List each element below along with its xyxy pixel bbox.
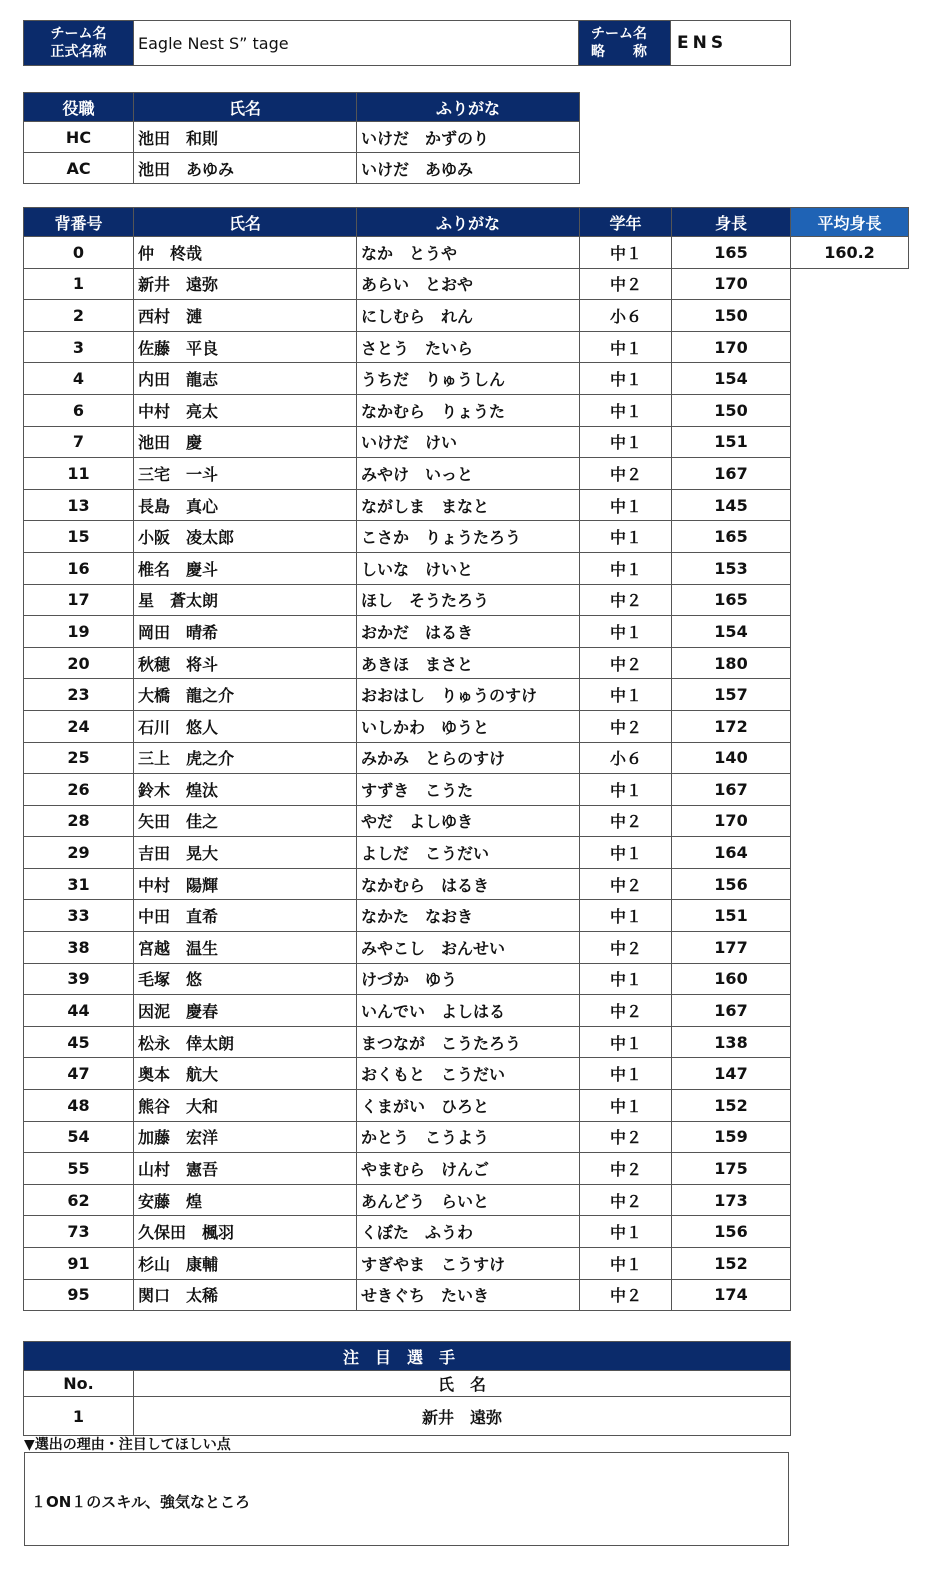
- players-header-name: 氏名: [134, 208, 357, 237]
- player-height: 138: [672, 1026, 791, 1058]
- player-furigana: すぎやま こうすけ: [357, 1248, 580, 1280]
- player-furigana: にしむら れん: [357, 300, 580, 332]
- staff-header-role: 役職: [24, 93, 134, 122]
- empty-cell: [791, 710, 909, 742]
- featured-title: 注目選手: [24, 1342, 791, 1371]
- player-grade: 中１: [580, 1058, 672, 1090]
- player-row: [24, 995, 909, 1027]
- player-grade: 中２: [580, 805, 672, 837]
- empty-cell: [791, 394, 909, 426]
- player-grade: 中１: [580, 616, 672, 648]
- team-name-table: [23, 20, 791, 66]
- player-number: 16: [24, 552, 134, 584]
- reason-label: ▼選出の理由・注目してほしい点: [24, 1437, 231, 1453]
- player-row: [24, 679, 909, 711]
- player-number: 19: [24, 616, 134, 648]
- player-furigana: あんどう らいと: [357, 1184, 580, 1216]
- player-name: 熊谷 大和: [134, 1090, 357, 1122]
- players-header-height: 身長: [672, 208, 791, 237]
- player-grade: 中２: [580, 268, 672, 300]
- empty-cell: [791, 1184, 909, 1216]
- player-row: [24, 1090, 909, 1122]
- player-furigana: なか とうや: [357, 237, 580, 269]
- reason-text: １ON１のスキル、強気なところ: [31, 1493, 250, 1511]
- player-furigana: みやけ いっと: [357, 458, 580, 490]
- player-height: 156: [672, 868, 791, 900]
- player-name: 池田 慶: [134, 426, 357, 458]
- player-number: 2: [24, 300, 134, 332]
- player-number: 73: [24, 1216, 134, 1248]
- empty-cell: [791, 837, 909, 869]
- player-height: 170: [672, 805, 791, 837]
- player-furigana: なかむら りょうた: [357, 394, 580, 426]
- abbr-name-value: ENS: [671, 21, 791, 66]
- player-name: 佐藤 平良: [134, 331, 357, 363]
- player-row: [24, 268, 909, 300]
- empty-cell: [791, 1279, 909, 1311]
- player-grade: 中２: [580, 1279, 672, 1311]
- player-row: [24, 521, 909, 553]
- player-grade: 小６: [580, 742, 672, 774]
- empty-cell: [791, 584, 909, 616]
- player-number: 6: [24, 394, 134, 426]
- player-number: 3: [24, 331, 134, 363]
- player-furigana: こさか りょうたろう: [357, 521, 580, 553]
- player-name: 岡田 晴希: [134, 616, 357, 648]
- player-number: 24: [24, 710, 134, 742]
- player-furigana: かとう こうよう: [357, 1121, 580, 1153]
- player-row: [24, 932, 909, 964]
- player-number: 38: [24, 932, 134, 964]
- empty-cell: [791, 331, 909, 363]
- featured-player-table: [23, 1341, 791, 1436]
- staff-furigana: いけだ あゆみ: [357, 153, 580, 184]
- player-grade: 中２: [580, 1184, 672, 1216]
- player-furigana: まつなが こうたろう: [357, 1026, 580, 1058]
- player-name: 久保田 楓羽: [134, 1216, 357, 1248]
- player-number: 29: [24, 837, 134, 869]
- player-number: 55: [24, 1153, 134, 1185]
- player-grade: 中１: [580, 900, 672, 932]
- player-height: 165: [672, 521, 791, 553]
- player-grade: 中１: [580, 1248, 672, 1280]
- empty-cell: [791, 489, 909, 521]
- staff-row: [24, 122, 580, 153]
- player-height: 167: [672, 458, 791, 490]
- player-height: 165: [672, 584, 791, 616]
- player-grade: 中１: [580, 679, 672, 711]
- player-name: 毛塚 悠: [134, 963, 357, 995]
- player-height: 174: [672, 1279, 791, 1311]
- player-height: 154: [672, 363, 791, 395]
- staff-header-furigana: ふりがな: [357, 93, 580, 122]
- player-height: 167: [672, 995, 791, 1027]
- player-height: 160: [672, 963, 791, 995]
- player-grade: 中１: [580, 963, 672, 995]
- player-height: 151: [672, 900, 791, 932]
- empty-cell: [791, 1058, 909, 1090]
- player-row: [24, 1121, 909, 1153]
- empty-cell: [791, 616, 909, 648]
- empty-cell: [791, 1026, 909, 1058]
- player-name: 仲 柊哉: [134, 237, 357, 269]
- featured-name-value: 新井 遠弥: [134, 1397, 791, 1436]
- empty-cell: [791, 900, 909, 932]
- player-name: 因泥 慶春: [134, 995, 357, 1027]
- staff-rows: [24, 122, 580, 184]
- empty-cell: [791, 1248, 909, 1280]
- player-furigana: やまむら けんご: [357, 1153, 580, 1185]
- player-height: 172: [672, 710, 791, 742]
- player-grade: 中２: [580, 995, 672, 1027]
- player-name: 長島 真心: [134, 489, 357, 521]
- avg-height-value: 160.2: [791, 237, 909, 269]
- player-number: 33: [24, 900, 134, 932]
- player-row: [24, 710, 909, 742]
- player-height: 152: [672, 1248, 791, 1280]
- player-number: 48: [24, 1090, 134, 1122]
- player-grade: 中１: [580, 394, 672, 426]
- player-row: [24, 331, 909, 363]
- player-row: [24, 584, 909, 616]
- player-height: 170: [672, 331, 791, 363]
- player-height: 150: [672, 394, 791, 426]
- empty-cell: [791, 521, 909, 553]
- player-row: [24, 900, 909, 932]
- player-name: 椎名 慶斗: [134, 552, 357, 584]
- player-height: 170: [672, 268, 791, 300]
- empty-cell: [791, 995, 909, 1027]
- player-height: 150: [672, 300, 791, 332]
- players-header-furigana: ふりがな: [357, 208, 580, 237]
- empty-cell: [791, 458, 909, 490]
- player-row: [24, 647, 909, 679]
- empty-cell: [791, 1153, 909, 1185]
- player-row: [24, 963, 909, 995]
- player-number: 39: [24, 963, 134, 995]
- empty-cell: [791, 1090, 909, 1122]
- player-grade: 中２: [580, 584, 672, 616]
- player-height: 175: [672, 1153, 791, 1185]
- player-row: [24, 774, 909, 806]
- player-height: 180: [672, 647, 791, 679]
- player-grade: 中１: [580, 331, 672, 363]
- player-row: [24, 1026, 909, 1058]
- staff-name: 池田 あゆみ: [134, 153, 357, 184]
- featured-no-value: 1: [24, 1397, 134, 1436]
- empty-cell: [791, 963, 909, 995]
- staff-row: [24, 153, 580, 184]
- player-grade: 小６: [580, 300, 672, 332]
- player-grade: 中２: [580, 1153, 672, 1185]
- player-grade: 中１: [580, 552, 672, 584]
- player-name: 奥本 航大: [134, 1058, 357, 1090]
- empty-cell: [791, 647, 909, 679]
- player-height: 154: [672, 616, 791, 648]
- player-number: 26: [24, 774, 134, 806]
- player-number: 4: [24, 363, 134, 395]
- player-row: [24, 616, 909, 648]
- avg-height-label: 平均身長: [791, 208, 909, 237]
- player-number: 13: [24, 489, 134, 521]
- player-furigana: くまがい ひろと: [357, 1090, 580, 1122]
- player-row: [24, 868, 909, 900]
- player-name: 中村 陽輝: [134, 868, 357, 900]
- player-height: 167: [672, 774, 791, 806]
- player-name: 大橋 龍之介: [134, 679, 357, 711]
- player-grade: 中２: [580, 458, 672, 490]
- staff-name: 池田 和則: [134, 122, 357, 153]
- player-number: 47: [24, 1058, 134, 1090]
- player-furigana: おかだ はるき: [357, 616, 580, 648]
- player-furigana: うちだ りゅうしん: [357, 363, 580, 395]
- player-height: 153: [672, 552, 791, 584]
- empty-cell: [791, 268, 909, 300]
- player-name: 宮越 温生: [134, 932, 357, 964]
- empty-cell: [791, 1121, 909, 1153]
- player-height: 165: [672, 237, 791, 269]
- empty-cell: [791, 932, 909, 964]
- player-number: 1: [24, 268, 134, 300]
- empty-cell: [791, 805, 909, 837]
- player-name: 山村 憲吾: [134, 1153, 357, 1185]
- player-grade: 中１: [580, 489, 672, 521]
- empty-cell: [791, 679, 909, 711]
- player-name: 新井 遠弥: [134, 268, 357, 300]
- staff-table: [23, 92, 580, 184]
- official-name-label: [24, 21, 134, 66]
- player-furigana: やだ よしゆき: [357, 805, 580, 837]
- player-number: 62: [24, 1184, 134, 1216]
- player-name: 星 蒼太朗: [134, 584, 357, 616]
- player-name: 加藤 宏洋: [134, 1121, 357, 1153]
- player-row: [24, 1058, 909, 1090]
- player-furigana: ほし そうたろう: [357, 584, 580, 616]
- player-name: 中田 直希: [134, 900, 357, 932]
- player-row: [24, 237, 909, 269]
- players-header-grade: 学年: [580, 208, 672, 237]
- player-name: 内田 龍志: [134, 363, 357, 395]
- player-grade: 中１: [580, 837, 672, 869]
- player-row: [24, 458, 909, 490]
- empty-cell: [791, 1216, 909, 1248]
- staff-header-name: 氏名: [134, 93, 357, 122]
- player-height: 173: [672, 1184, 791, 1216]
- player-name: 秋穂 将斗: [134, 647, 357, 679]
- player-furigana: なかむら はるき: [357, 868, 580, 900]
- player-furigana: いしかわ ゆうと: [357, 710, 580, 742]
- player-number: 54: [24, 1121, 134, 1153]
- player-number: 95: [24, 1279, 134, 1311]
- player-height: 145: [672, 489, 791, 521]
- player-number: 0: [24, 237, 134, 269]
- abbr-name-label: [579, 21, 671, 66]
- player-name: 吉田 晃大: [134, 837, 357, 869]
- player-row: [24, 426, 909, 458]
- player-rows: [24, 237, 909, 1311]
- empty-cell: [791, 868, 909, 900]
- abbr-name-label-line2: 略 称: [591, 44, 647, 60]
- player-name: 石川 悠人: [134, 710, 357, 742]
- official-name-label-line2: 正式名称: [50, 44, 107, 60]
- player-number: 31: [24, 868, 134, 900]
- player-furigana: おくもと こうだい: [357, 1058, 580, 1090]
- player-height: 147: [672, 1058, 791, 1090]
- player-height: 152: [672, 1090, 791, 1122]
- player-furigana: しいな けいと: [357, 552, 580, 584]
- player-furigana: みかみ とらのすけ: [357, 742, 580, 774]
- player-name: 矢田 佳之: [134, 805, 357, 837]
- player-grade: 中１: [580, 1090, 672, 1122]
- player-grade: 中１: [580, 426, 672, 458]
- player-row: [24, 1216, 909, 1248]
- player-furigana: いけだ けい: [357, 426, 580, 458]
- player-number: 25: [24, 742, 134, 774]
- featured-name-label: 氏 名: [134, 1371, 791, 1397]
- player-number: 28: [24, 805, 134, 837]
- player-furigana: いんでい よしはる: [357, 995, 580, 1027]
- player-row: [24, 394, 909, 426]
- player-row: [24, 805, 909, 837]
- player-row: [24, 1184, 909, 1216]
- empty-cell: [791, 552, 909, 584]
- player-row: [24, 837, 909, 869]
- player-grade: 中２: [580, 932, 672, 964]
- empty-cell: [791, 363, 909, 395]
- player-number: 20: [24, 647, 134, 679]
- player-grade: 中１: [580, 774, 672, 806]
- player-row: [24, 300, 909, 332]
- player-name: 杉山 康輔: [134, 1248, 357, 1280]
- empty-cell: [791, 774, 909, 806]
- player-row: [24, 363, 909, 395]
- player-number: 91: [24, 1248, 134, 1280]
- player-row: [24, 489, 909, 521]
- player-grade: 中１: [580, 363, 672, 395]
- player-name: 三宅 一斗: [134, 458, 357, 490]
- player-number: 23: [24, 679, 134, 711]
- player-grade: 中２: [580, 647, 672, 679]
- player-grade: 中１: [580, 237, 672, 269]
- player-furigana: あきほ まさと: [357, 647, 580, 679]
- player-furigana: けづか ゆう: [357, 963, 580, 995]
- player-row: [24, 742, 909, 774]
- official-name-value: Eagle Nest S” tage: [134, 21, 579, 66]
- player-grade: 中２: [580, 1121, 672, 1153]
- empty-cell: [791, 426, 909, 458]
- player-number: 7: [24, 426, 134, 458]
- player-grade: 中１: [580, 521, 672, 553]
- player-name: 小阪 凌太郎: [134, 521, 357, 553]
- empty-cell: [791, 742, 909, 774]
- player-height: 157: [672, 679, 791, 711]
- player-furigana: よしだ こうだい: [357, 837, 580, 869]
- player-furigana: みやこし おんせい: [357, 932, 580, 964]
- player-row: [24, 1279, 909, 1311]
- player-grade: 中２: [580, 868, 672, 900]
- player-furigana: あらい とおや: [357, 268, 580, 300]
- player-height: 156: [672, 1216, 791, 1248]
- player-furigana: くぼた ふうわ: [357, 1216, 580, 1248]
- player-furigana: すずき こうた: [357, 774, 580, 806]
- player-name: 西村 漣: [134, 300, 357, 332]
- player-name: 松永 倖太朗: [134, 1026, 357, 1058]
- player-row: [24, 552, 909, 584]
- player-name: 安藤 煌: [134, 1184, 357, 1216]
- player-name: 関口 太稀: [134, 1279, 357, 1311]
- staff-furigana: いけだ かずのり: [357, 122, 580, 153]
- player-furigana: ながしま まなと: [357, 489, 580, 521]
- featured-no-label: No.: [24, 1371, 134, 1397]
- player-grade: 中１: [580, 1026, 672, 1058]
- player-number: 44: [24, 995, 134, 1027]
- player-height: 159: [672, 1121, 791, 1153]
- player-height: 164: [672, 837, 791, 869]
- player-height: 151: [672, 426, 791, 458]
- empty-cell: [791, 300, 909, 332]
- player-name: 中村 亮太: [134, 394, 357, 426]
- staff-role: HC: [24, 122, 134, 153]
- player-height: 177: [672, 932, 791, 964]
- player-name: 鈴木 煌汰: [134, 774, 357, 806]
- player-row: [24, 1248, 909, 1280]
- players-header-number: 背番号: [24, 208, 134, 237]
- players-table: [23, 207, 909, 1311]
- player-number: 17: [24, 584, 134, 616]
- player-grade: 中１: [580, 1216, 672, 1248]
- player-grade: 中２: [580, 710, 672, 742]
- staff-role: AC: [24, 153, 134, 184]
- player-row: [24, 1153, 909, 1185]
- player-number: 45: [24, 1026, 134, 1058]
- reason-box: [24, 1452, 789, 1546]
- player-furigana: せきぐち たいき: [357, 1279, 580, 1311]
- player-height: 140: [672, 742, 791, 774]
- player-furigana: なかた なおき: [357, 900, 580, 932]
- player-name: 三上 虎之介: [134, 742, 357, 774]
- abbr-name-label-line1: チーム名: [591, 26, 647, 42]
- player-furigana: おおはし りゅうのすけ: [357, 679, 580, 711]
- official-name-label-line1: チーム名: [50, 26, 107, 42]
- player-furigana: さとう たいら: [357, 331, 580, 363]
- player-number: 11: [24, 458, 134, 490]
- player-number: 15: [24, 521, 134, 553]
